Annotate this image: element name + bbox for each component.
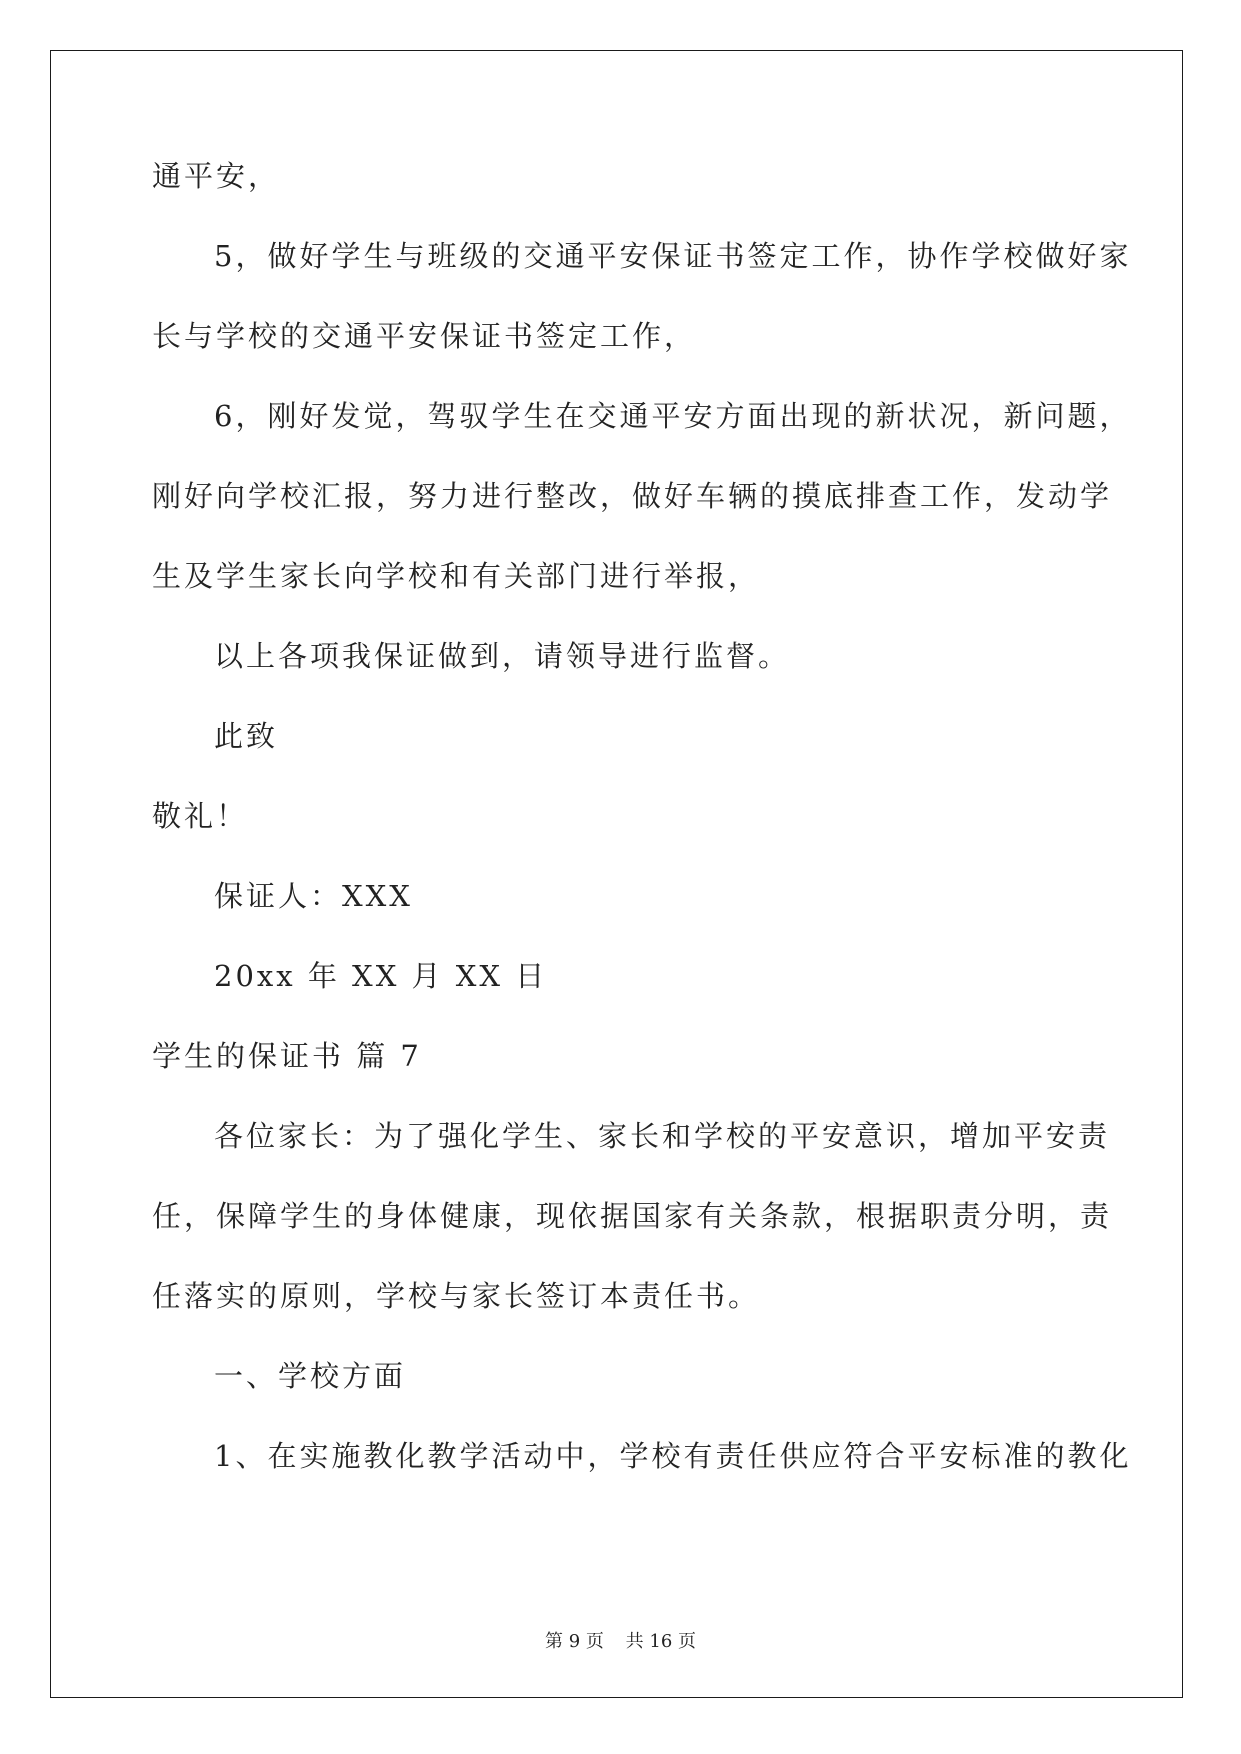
text-line: 刚好向学校汇报，努力进行整改，做好车辆的摸底排查工作，发动学: [152, 479, 1113, 513]
text-line: 通平安，: [152, 159, 281, 193]
text-line: 生及学生家长向学校和有关部门进行举报，: [152, 559, 761, 593]
text-line: 6，刚好发觉，驾驭学生在交通平安方面出现的新状况，新问题，: [214, 399, 1132, 433]
salutation-line: 敬礼！: [152, 799, 249, 833]
subsection-heading: 一、学校方面: [214, 1359, 407, 1393]
text-line: 各位家长：为了强化学生、家长和学校的平安意识，增加平安责: [214, 1119, 1111, 1153]
salutation-line: 此致: [214, 719, 279, 753]
page-number: 第 9 页: [545, 1631, 604, 1652]
date-line: 20xx 年 XX 月 XX 日: [214, 959, 548, 993]
text-line: 1、在实施教化教学活动中，学校有责任供应符合平安标准的教化: [214, 1439, 1132, 1473]
text-line: 5，做好学生与班级的交通平安保证书签定工作，协作学校做好家: [214, 239, 1132, 273]
text-line: 任，保障学生的身体健康，现依据国家有关条款，根据职责分明，责: [152, 1199, 1113, 1233]
text-line: 长与学校的交通平安保证书签定工作，: [152, 319, 697, 353]
text-line: 以上各项我保证做到，请领导进行监督。: [214, 639, 791, 673]
text-line: 任落实的原则，学校与家长签订本责任书。: [152, 1279, 761, 1313]
document-body: [152, 158, 1132, 1518]
page-total: 共 16 页: [625, 1631, 696, 1652]
page-footer: [0, 1627, 1241, 1653]
section-heading: 学生的保证书 篇 7: [152, 1039, 422, 1073]
guarantor-line: 保证人：XXX: [214, 879, 413, 913]
